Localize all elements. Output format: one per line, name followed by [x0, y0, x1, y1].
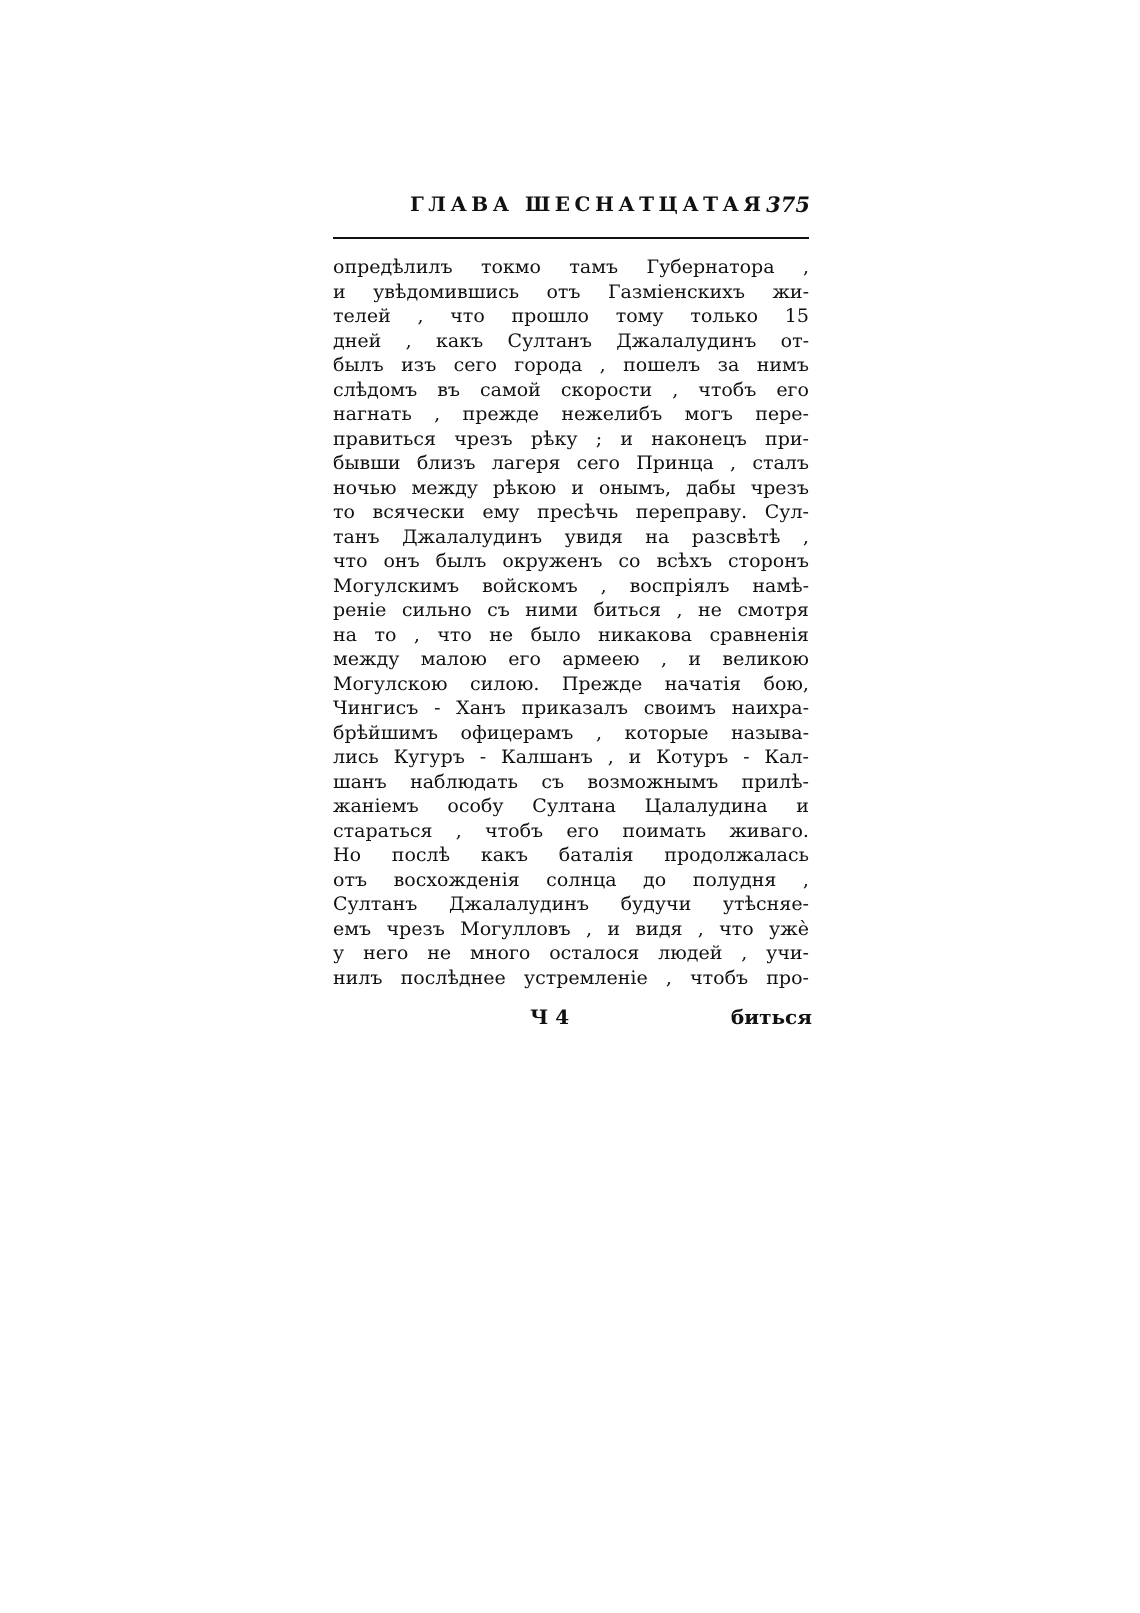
text-line: лись Кугуръ - Калшанъ , и Котуръ - Кал- — [333, 746, 809, 768]
text-line: опредѣлилъ токмо тамъ Губернатора , — [333, 256, 809, 278]
text-line: то всячески ему пресѣчь переправу. Сул- — [333, 501, 809, 523]
text-line: слѣдомъ въ самой скорости , чтобъ его — [333, 378, 809, 401]
catchword: биться — [730, 1005, 812, 1029]
text-line: нагнать , прежде нежелибъ могъ пере- — [333, 403, 809, 425]
signature-mark: Ч 4 — [530, 1005, 570, 1029]
text-line: жанiемъ особу Султана Цалалудина и — [333, 795, 809, 817]
page-header — [410, 192, 810, 222]
text-line: былъ изъ сего города , пошелъ за нимъ — [333, 354, 809, 376]
text-line: телей , что прошло тому только 15 — [333, 305, 809, 327]
text-line: и увѣдомившись отъ Газмiенскихъ жи- — [333, 280, 809, 303]
text-line: танъ Джалалудинъ увидя на разсвѣтѣ , — [333, 525, 809, 548]
text-line: шанъ наблюдать съ возможнымъ прилѣ- — [333, 770, 809, 793]
text-line: между малою его армеею , и великою — [333, 648, 809, 670]
text-line: Султанъ Джалалудинъ будучи утѣсняе- — [333, 893, 809, 915]
text-line: емъ чрезъ Могулловъ , и видя , что ужѐ — [333, 917, 809, 940]
text-line: Но послѣ какъ баталiя продолжалась — [333, 844, 809, 866]
text-line: отъ восхожденiя солнца до полудня , — [333, 868, 809, 891]
text-line: дней , какъ Султанъ Джалалудинъ от- — [333, 329, 809, 352]
text-line: брѣйшимъ офицерамъ , которые называ- — [333, 721, 809, 744]
text-line: ренiе сильно съ ними биться , не смотря — [333, 599, 809, 621]
body-text — [333, 255, 809, 990]
text-line: Могулскимъ войскомъ , воспрiялъ намѣ- — [333, 574, 809, 597]
text-line: ночью между рѣкою и онымъ, дабы чрезъ — [333, 476, 809, 499]
text-line: Чингисъ - Ханъ приказалъ своимъ наихра- — [333, 697, 809, 719]
text-line: бывши близъ лагеря сего Принца , сталъ — [333, 452, 809, 474]
text-line: Могулскою силою. Прежде начатiя бою, — [333, 672, 809, 695]
header-rule — [333, 237, 809, 239]
text-line: правиться чрезъ рѣку ; и наконецъ при- — [333, 427, 809, 450]
page-footer — [530, 1005, 812, 1031]
text-line: стараться , чтобъ его поимать живаго. — [333, 819, 809, 842]
text-line: что онъ былъ окруженъ со всѣхъ сторонъ — [333, 550, 809, 572]
running-title: ГЛАВА ШЕСНАТЦАТАЯ — [410, 192, 766, 216]
text-line: на то , что не было никакова сравненiя — [333, 623, 809, 646]
text-line: нилъ послѣднее устремленiе , чтобъ про- — [333, 966, 809, 989]
page-number: 375 — [766, 192, 810, 217]
text-line: у него не много осталося людей , учи- — [333, 942, 809, 964]
